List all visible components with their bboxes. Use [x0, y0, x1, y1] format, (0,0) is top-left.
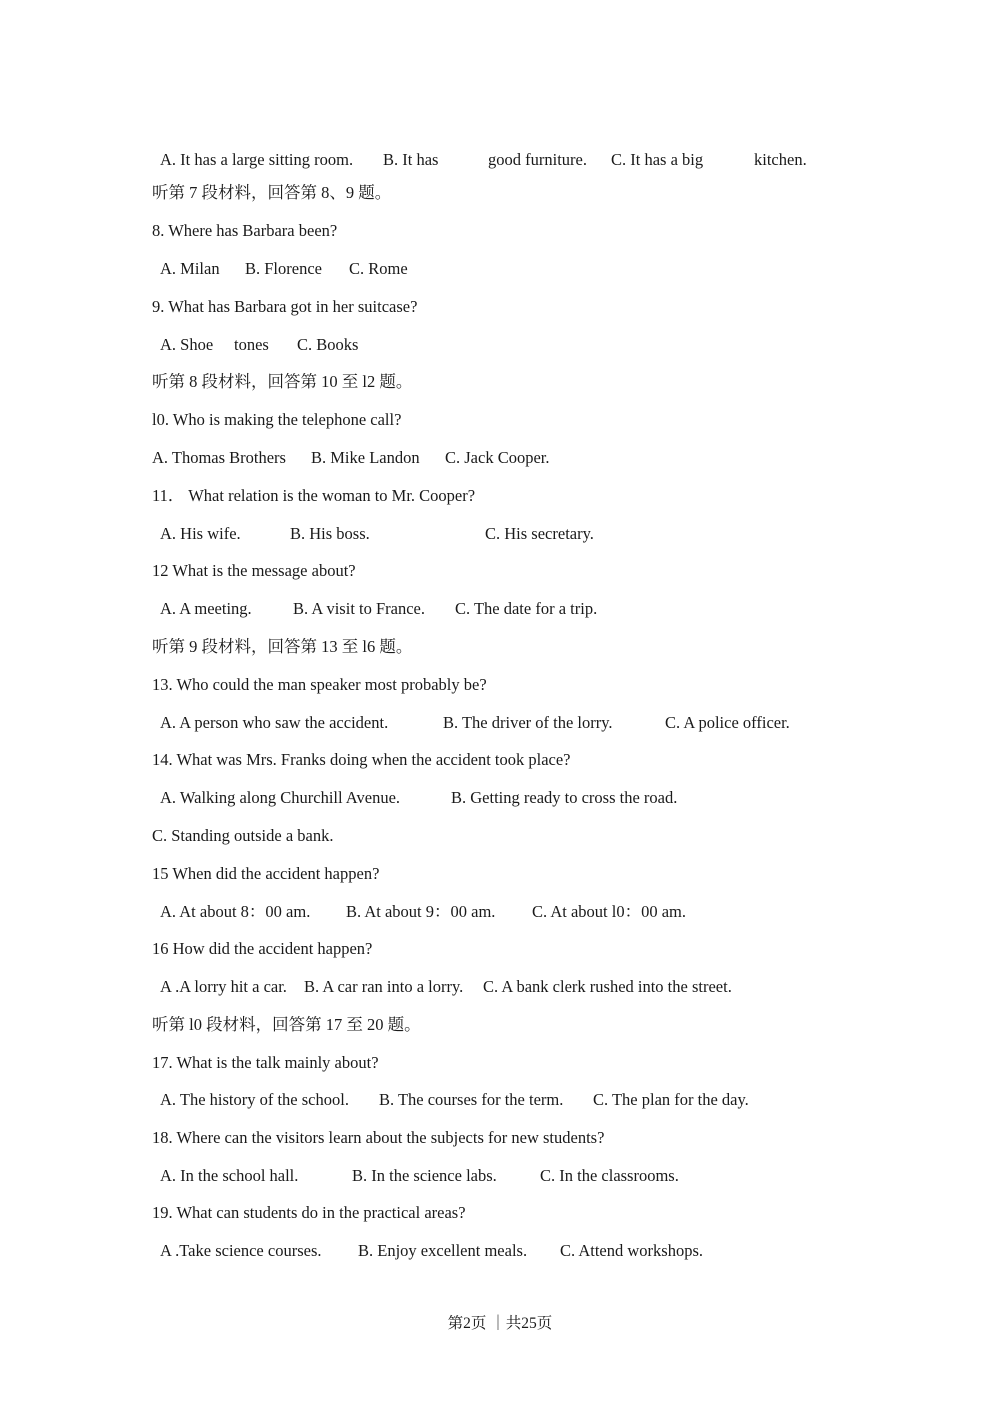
q14-option-b: B. Getting ready to cross the road. — [451, 788, 678, 807]
section-10-instruction: 听第 l0 段材料，回答第 17 至 20 题。 — [152, 1015, 421, 1034]
question-14: 14. What was Mrs. Franks doing when the accident took place? — [152, 750, 571, 769]
q12-option-b: B. A visit to France. — [293, 599, 425, 618]
q8-option-c: C. Rome — [349, 259, 408, 278]
q18-option-b: B. In the science labs. — [352, 1166, 497, 1185]
q17-option-b: B. The courses for the term. — [379, 1090, 564, 1109]
q10-option-b: B. Mike Landon — [311, 448, 420, 467]
q19-option-a: A .Take science courses. — [160, 1241, 322, 1260]
section-7-instruction: 听第 7 段材料，回答第 8、9 题。 — [152, 183, 392, 202]
q18-option-a: A. In the school hall. — [160, 1166, 299, 1185]
q19-option-b: B. Enjoy excellent meals. — [358, 1241, 528, 1260]
q13-option-c: C. A police officer. — [665, 713, 790, 732]
q8-option-b: B. Florence — [245, 259, 322, 278]
question-8: 8. Where has Barbara been? — [152, 221, 338, 240]
q7-option-c-cont: kitchen. — [754, 150, 807, 169]
q12-option-a: A. A meeting. — [160, 599, 252, 618]
q18-option-c: C. In the classrooms. — [540, 1166, 679, 1185]
q13-option-a: A. A person who saw the accident. — [160, 713, 389, 732]
question-15: 15 When did the accident happen? — [152, 864, 380, 883]
question-18: 18. Where can the visitors learn about the subjects for new students? — [152, 1128, 605, 1147]
q19-option-c: C. Attend workshops. — [560, 1241, 704, 1260]
q11-option-a: A. His wife. — [160, 524, 241, 543]
q10-option-a: A. Thomas Brothers — [152, 448, 286, 467]
q9-option-c: C. Books — [297, 335, 359, 354]
q15-option-a: A. At about 8：00 am. — [160, 902, 311, 921]
question-13: 13. Who could the man speaker most probably be? — [152, 675, 487, 694]
q10-option-c: C. Jack Cooper. — [445, 448, 550, 467]
q7-option-a: A. It has a large sitting room. — [160, 150, 354, 169]
q15-option-c: C. At about l0：00 am. — [532, 902, 686, 921]
page-footer: 第2页 ｜共25页 — [447, 1315, 553, 1332]
q14-option-a: A. Walking along Churchill Avenue. — [160, 788, 401, 807]
question-10: l0. Who is making the telephone call? — [152, 410, 402, 429]
q9-option-a: A. Shoe — [160, 335, 214, 354]
section-9-instruction: 听第 9 段材料，回答第 13 至 l6 题。 — [152, 637, 413, 656]
q7-option-b-cont: good furniture. — [488, 150, 587, 169]
q17-option-a: A. The history of the school. — [160, 1090, 349, 1109]
q11-option-c: C. His secretary. — [485, 524, 594, 543]
q16-option-c: C. A bank clerk rushed into the street. — [483, 977, 732, 996]
q8-option-a: A. Milan — [160, 259, 220, 278]
question-12: 12 What is the message about? — [152, 561, 356, 580]
q11-option-b: B. His boss. — [290, 524, 370, 543]
question-19: 19. What can students do in the practical areas? — [152, 1203, 466, 1222]
q16-option-a: A .A lorry hit a car. — [160, 977, 287, 996]
q7-option-c: C. It has a big — [611, 150, 704, 169]
q9-option-b: tones — [234, 335, 269, 354]
q15-option-b: B. At about 9：00 am. — [346, 902, 496, 921]
q12-option-c: C. The date for a trip. — [455, 599, 598, 618]
q13-option-b: B. The driver of the lorry. — [443, 713, 613, 732]
question-9: 9. What has Barbara got in her suitcase? — [152, 297, 418, 316]
section-8-instruction: 听第 8 段材料，回答第 10 至 l2 题。 — [152, 372, 413, 391]
q16-option-b: B. A car ran into a lorry. — [304, 977, 464, 996]
question-17: 17. What is the talk mainly about? — [152, 1053, 379, 1072]
question-11: 11． What relation is the woman to Mr. Cooper? — [152, 486, 476, 505]
question-16: 16 How did the accident happen? — [152, 939, 373, 958]
q17-option-c: C. The plan for the day. — [593, 1090, 749, 1109]
q7-option-b: B. It has — [383, 150, 439, 169]
q14-option-c: C. Standing outside a bank. — [152, 826, 334, 845]
